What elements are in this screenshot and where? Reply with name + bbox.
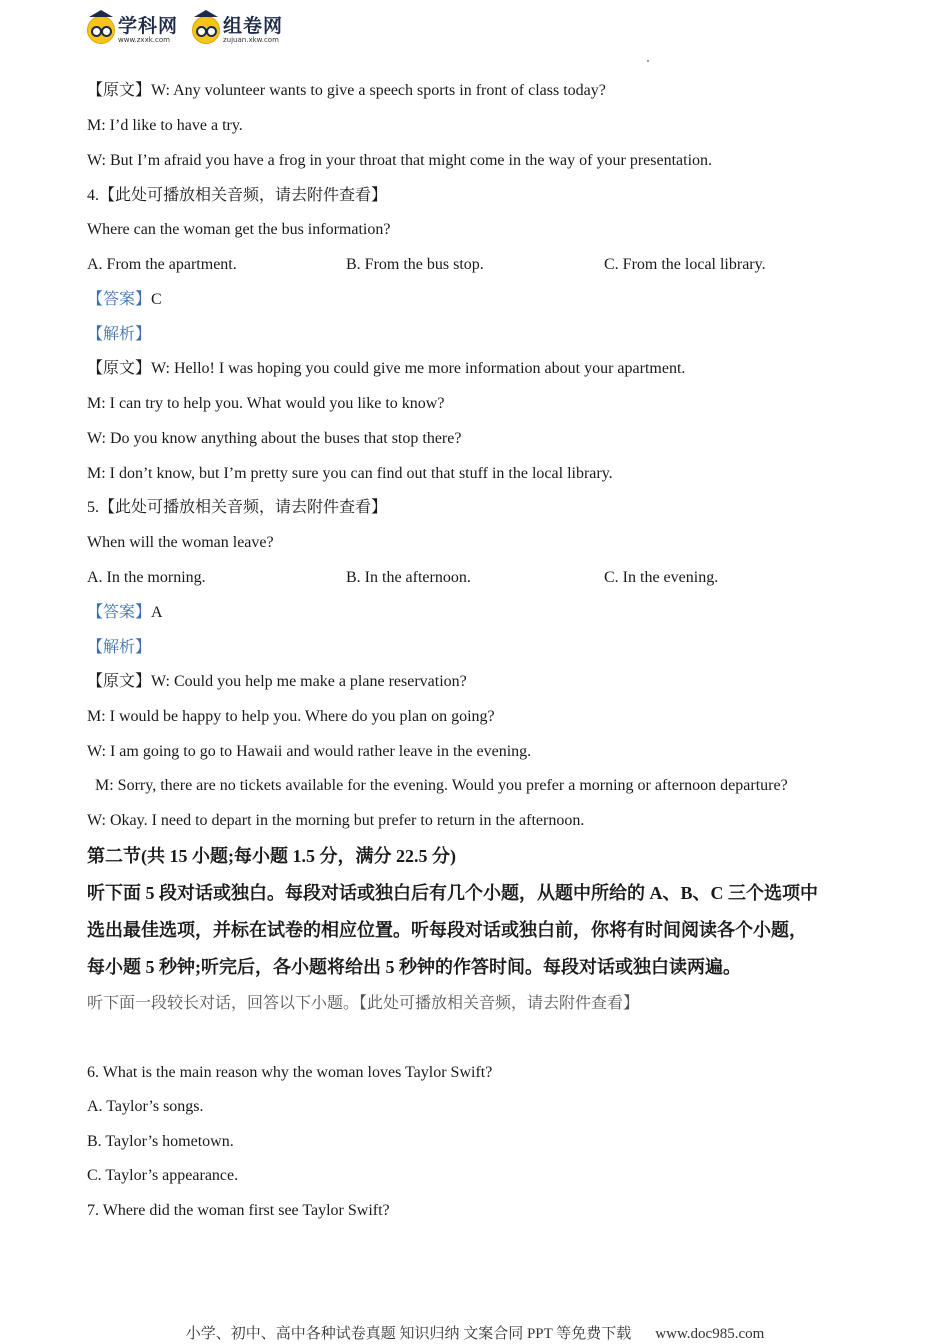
section-instructions: 听下面 5 段对话或独白。每段对话或独白后有几个小题，从题中所给的 A、B、C 三个选项中 [87, 883, 818, 903]
question-7-text: 7. Where did the woman first see Taylor Swift? [87, 1202, 390, 1219]
transcript-line: M: I would be happy to help you. Where do you plan on going? [87, 708, 495, 725]
option-a: A. From the apartment. [87, 256, 237, 273]
footer-link[interactable]: www.doc985.com [655, 1326, 765, 1342]
logo-url: www.zxxk.com [118, 36, 170, 44]
option-b: B. Taylor’s hometown. [87, 1133, 234, 1150]
transcript-line: M: Sorry, there are no tickets available for the evening. Would you prefer a morning or afternoon departure? [95, 777, 788, 794]
question-5-header: 5.【此处可播放相关音频，请去附件查看】 [87, 499, 388, 516]
option-c: C. In the evening. [604, 569, 719, 586]
option-b: B. From the bus stop. [346, 256, 484, 273]
decorative-dot [647, 60, 649, 62]
transcript-line: W: I am going to go to Hawaii and would rather leave in the evening. [87, 743, 532, 760]
analysis-label: 【解析】 [87, 639, 152, 656]
question-6-text: 6. What is the main reason why the woman loves Taylor Swift? [87, 1064, 493, 1081]
footer-text: 小学、初中、高中各种试卷真题 知识归纳 文案合同 PPT 等免费下载 [185, 1326, 632, 1342]
logo-url: zujuan.xkw.com [223, 36, 279, 44]
logo-zujuan [192, 16, 283, 44]
transcript-line: W: Do you know anything about the buses that stop there? [87, 430, 462, 447]
section-intro: 听下面一段较长对话，回答以下小题。【此处可播放相关音频，请去附件查看】 [87, 995, 640, 1012]
transcript-line: 【原文】W: Could you help me make a plane reservation? [87, 673, 467, 690]
page-footer [0, 1325, 950, 1343]
section-instructions: 选出最佳选项，并标在试卷的相应位置。听每段对话或独白前，你将有时间阅读各个小题， [87, 920, 807, 940]
option-c: C. From the local library. [604, 256, 766, 273]
question-4-header: 4.【此处可播放相关音频，请去附件查看】 [87, 187, 388, 204]
audio-notice[interactable]: 【此处可播放相关音频，请去附件查看】 [99, 187, 388, 204]
option-a: A. In the morning. [87, 569, 206, 586]
logo-title: 学科网 [118, 15, 179, 37]
logo-title: 组卷网 [223, 15, 284, 37]
analysis-label: 【解析】 [87, 326, 152, 343]
transcript-line: W: But I’m afraid you have a frog in your throat that might come in the way of your presentation. [87, 152, 713, 169]
mascot-icon [87, 16, 115, 44]
section-title: 第二节(共 15 小题;每小题 1.5 分，满分 22.5 分) [87, 846, 456, 866]
transcript-line: 【原文】W: Hello! I was hoping you could give me more information about your apartment. [87, 360, 686, 377]
section-instructions: 每小题 5 秒钟;听完后，各小题将给出 5 秒钟的作答时间。每段对话或独白读两遍。 [87, 957, 741, 977]
mascot-icon [192, 16, 220, 44]
transcript-line: M: I can try to help you. What would you like to know? [87, 395, 445, 412]
transcript-line: M: I’d like to have a try. [87, 117, 243, 134]
logo-zxxk [87, 16, 178, 44]
question-5-text: When will the woman leave? [87, 534, 274, 551]
audio-notice[interactable]: 【此处可播放相关音频，请去附件查看】 [99, 499, 388, 516]
answer-line: 【答案】C [87, 291, 162, 308]
answer-line: 【答案】A [87, 604, 163, 621]
transcript-line: 【原文】W: Any volunteer wants to give a speech sports in front of class today? [87, 82, 606, 99]
option-c: C. Taylor’s appearance. [87, 1167, 239, 1184]
transcript-line: M: I don’t know, but I’m pretty sure you can find out that stuff in the local library. [87, 465, 613, 482]
transcript-line: W: Okay. I need to depart in the morning but prefer to return in the afternoon. [87, 812, 585, 829]
option-a: A. Taylor’s songs. [87, 1098, 204, 1115]
question-4-text: Where can the woman get the bus information? [87, 221, 391, 238]
option-b: B. In the afternoon. [346, 569, 471, 586]
